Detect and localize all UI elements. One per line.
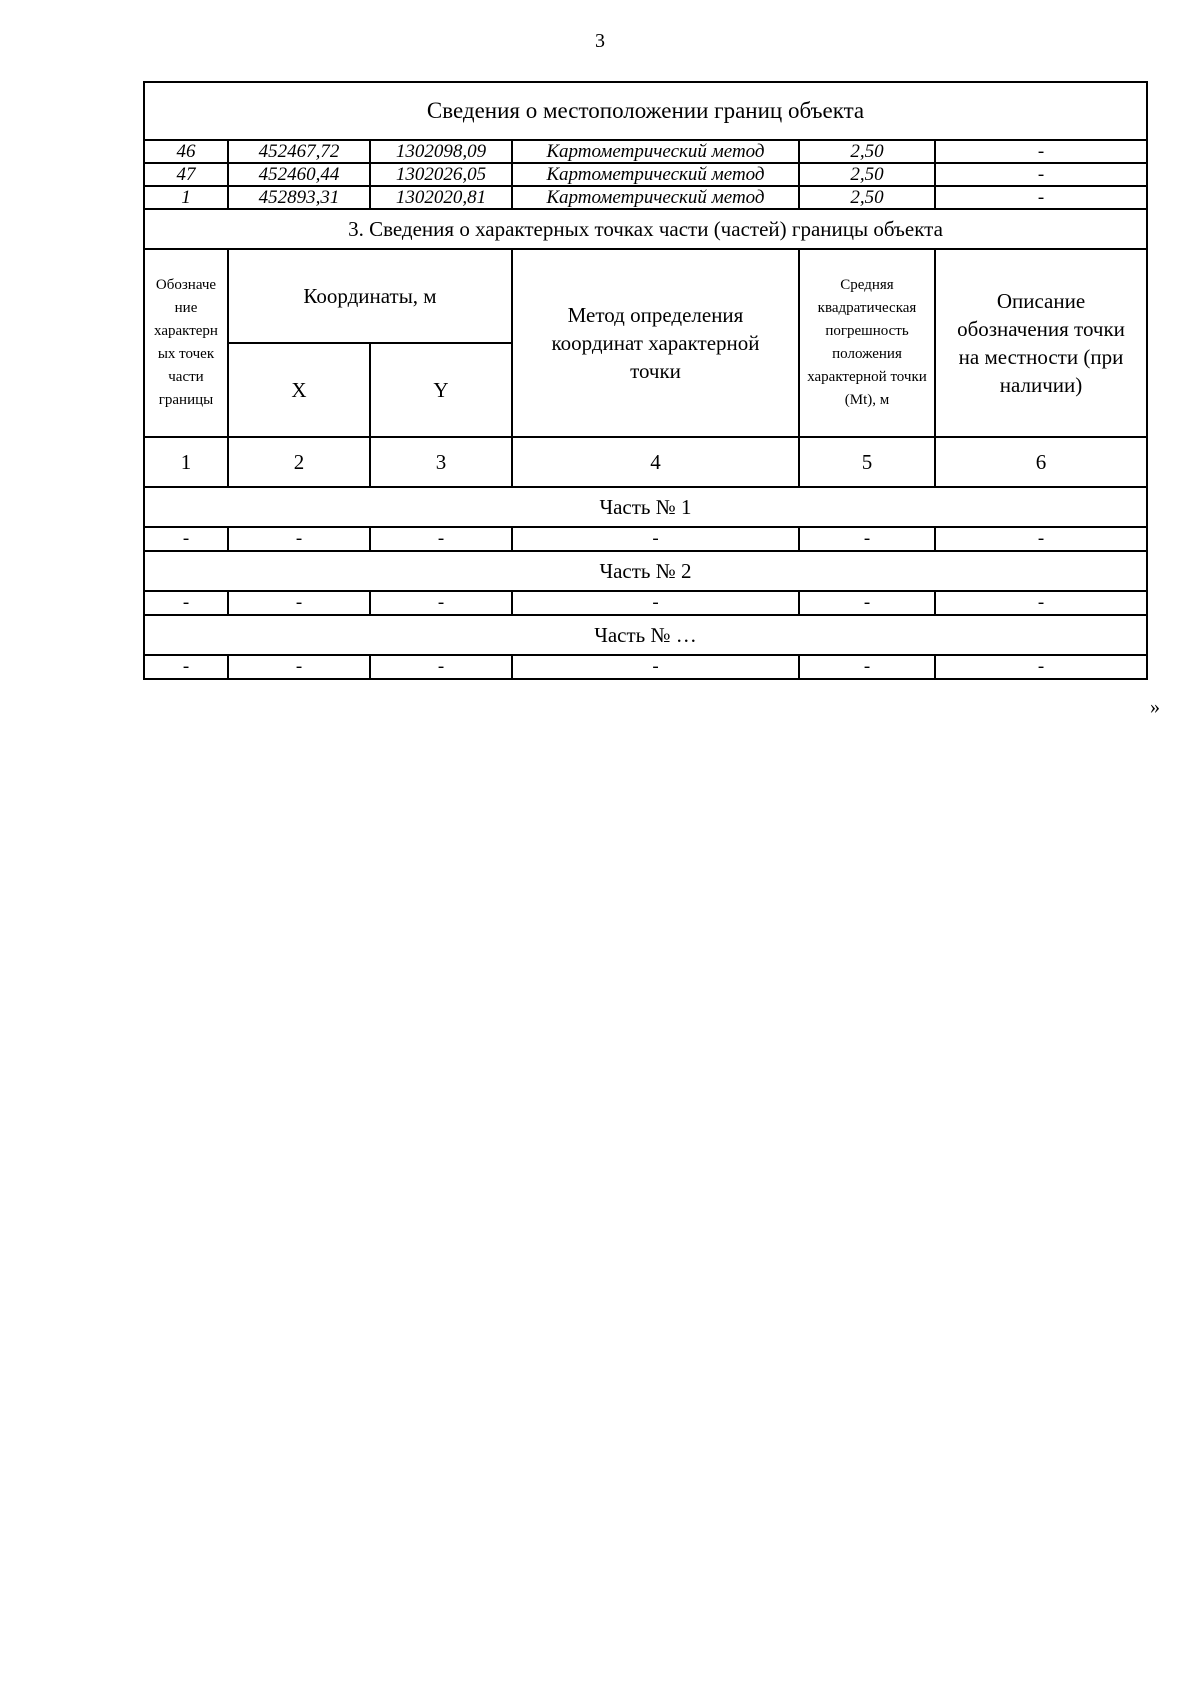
part-label-row	[144, 615, 1147, 655]
closing-quote: »	[1150, 696, 1160, 718]
header-accuracy	[799, 249, 935, 437]
point-desc: -	[935, 186, 1147, 209]
column-number: 5	[799, 437, 935, 487]
point-mt: 2,50	[799, 163, 935, 186]
table-cell: -	[512, 527, 799, 551]
table-cell: -	[512, 591, 799, 615]
part-label: Часть № …	[144, 615, 1147, 655]
header-y: Y	[370, 343, 512, 437]
table-row	[144, 655, 1147, 679]
table-title-row	[144, 82, 1147, 140]
table-row	[144, 591, 1147, 615]
header-row	[144, 249, 1147, 343]
point-id: 1	[144, 186, 228, 209]
table-cell: -	[228, 591, 370, 615]
table-cell: -	[799, 655, 935, 679]
table-cell: -	[144, 527, 228, 551]
point-y: 1302098,09	[370, 140, 512, 163]
table-cell: -	[228, 655, 370, 679]
point-x: 452467,72	[228, 140, 370, 163]
header-method	[512, 249, 799, 437]
point-desc: -	[935, 140, 1147, 163]
table-cell: -	[512, 655, 799, 679]
point-x: 452460,44	[228, 163, 370, 186]
header-accuracy-text: Средняя квадратическая погрешность положения характерной точки (Mt), м	[807, 277, 927, 408]
table-cell: -	[144, 655, 228, 679]
point-mt: 2,50	[799, 140, 935, 163]
column-number: 2	[228, 437, 370, 487]
table-cell: -	[370, 591, 512, 615]
table-cell: -	[799, 527, 935, 551]
header-description	[935, 249, 1147, 437]
point-y: 1302026,05	[370, 163, 512, 186]
column-number-row	[144, 437, 1147, 487]
boundary-table	[143, 81, 1148, 680]
part-label-row	[144, 487, 1147, 527]
table-row	[144, 140, 1147, 163]
header-designation: Обозначе ние характерн ых точек части границы	[144, 249, 228, 437]
column-number: 3	[370, 437, 512, 487]
table-cell: -	[370, 655, 512, 679]
table-cell: -	[370, 527, 512, 551]
table-title: Сведения о местоположении границ объекта	[144, 82, 1147, 140]
section-3-title: 3. Сведения о характерных точках части (частей) границы объекта	[144, 209, 1147, 249]
point-id: 47	[144, 163, 228, 186]
part-label: Часть № 1	[144, 487, 1147, 527]
page-number: 3	[595, 30, 605, 52]
table-cell: -	[935, 591, 1147, 615]
point-mt: 2,50	[799, 186, 935, 209]
table-cell: -	[228, 527, 370, 551]
table-row	[144, 527, 1147, 551]
table-cell: -	[144, 591, 228, 615]
column-number: 6	[935, 437, 1147, 487]
header-description-text: Описание обозначения точки на местности (при наличии)	[957, 289, 1125, 397]
header-x: X	[228, 343, 370, 437]
point-method: Картометрический метод	[512, 163, 799, 186]
table-row	[144, 186, 1147, 209]
point-id: 46	[144, 140, 228, 163]
point-method: Картометрический метод	[512, 140, 799, 163]
column-number: 4	[512, 437, 799, 487]
part-label: Часть № 2	[144, 551, 1147, 591]
header-method-text: Метод определения координат характерной точки	[551, 303, 760, 383]
part-label-row	[144, 551, 1147, 591]
header-coordinates: Координаты, м	[228, 249, 512, 343]
column-number: 1	[144, 437, 228, 487]
point-desc: -	[935, 163, 1147, 186]
table-cell: -	[799, 591, 935, 615]
table-row	[144, 163, 1147, 186]
section-3-row	[144, 209, 1147, 249]
point-y: 1302020,81	[370, 186, 512, 209]
point-x: 452893,31	[228, 186, 370, 209]
table-cell: -	[935, 655, 1147, 679]
table-cell: -	[935, 527, 1147, 551]
point-method: Картометрический метод	[512, 186, 799, 209]
